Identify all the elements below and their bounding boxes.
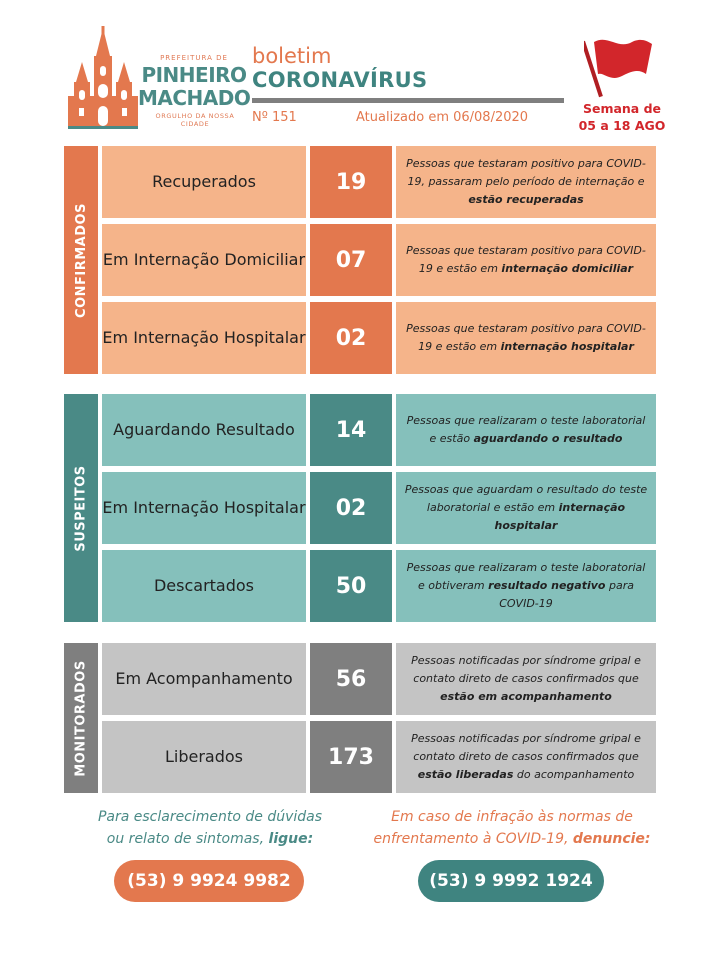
logo-city-line1: PINHEIRO (141, 63, 247, 87)
header-divider (252, 98, 564, 103)
report-phone-button[interactable]: (53) 9 9992 1924 (418, 860, 604, 902)
section-confirmados (64, 146, 658, 374)
row-value: 50 (310, 550, 392, 622)
row-value: 02 (310, 302, 392, 374)
row-description: Pessoas que testaram positivo para COVID-19, passaram pelo período de internação e estão recuperadas (396, 146, 656, 218)
red-flag-icon (584, 34, 656, 98)
week-range (566, 100, 678, 134)
logo-city-line2: MACHADO (138, 86, 251, 110)
week-line1: Semana de (582, 101, 662, 116)
row-label: Descartados (102, 550, 306, 622)
footer-help-line1: Para esclarecimento de dúvidas (97, 809, 323, 825)
row-description: Pessoas notificadas por síndrome gripal e contato direto de casos confirmados que estão liberadas do acompanhamento (396, 721, 656, 793)
row-description: Pessoas que realizaram o teste laboratorial e estão aguardando o resultado (396, 394, 656, 466)
section-label-confirmados: CONFIRMADOS (64, 146, 98, 374)
row-label: Em Acompanhamento (102, 643, 306, 715)
section-label-suspeitos: SUSPEITOS (64, 394, 98, 622)
row-description: Pessoas que testaram positivo para COVID-19 e estão em internação domiciliar (396, 224, 656, 296)
city-logo (68, 26, 251, 130)
row-label: Em Internação Domiciliar (102, 224, 306, 296)
logo-motto: ORGULHO DA NOSSA CIDADE (155, 112, 235, 128)
row-label: Liberados (102, 721, 306, 793)
footer-help-line2: ou relato de sintomas, ligue: (106, 831, 314, 847)
row-label: Aguardando Resultado (102, 394, 306, 466)
section-label-monitorados: MONITORADOS (64, 643, 98, 793)
week-line2: 05 a 18 AGO (578, 118, 666, 133)
section-monitorados (64, 643, 658, 793)
footer-report-text (362, 806, 662, 850)
help-phone-button[interactable]: (53) 9 9924 9982 (114, 860, 304, 902)
footer-report-line1: Em caso de infração às normas de (391, 809, 633, 825)
row-description: Pessoas notificadas por síndrome gripal e contato direto de casos confirmados que estão em acompanhamento (396, 643, 656, 715)
updated-date: Atualizado em 06/08/2020 (356, 110, 529, 125)
footer-help-text (60, 806, 360, 850)
bulletin-number: Nº 151 (252, 110, 297, 125)
row-value: 173 (310, 721, 392, 793)
row-description: Pessoas que testaram positivo para COVID-19 e estão em internação hospitalar (396, 302, 656, 374)
row-description: Pessoas que aguardam o resultado do teste laboratorial e estão em internação hospitalar (396, 472, 656, 544)
row-value: 19 (310, 146, 392, 218)
church-icon (68, 26, 138, 130)
title-coronavirus: CORONAVÍRUS (252, 68, 428, 92)
logo-prefix: PREFEITURA DE (160, 54, 228, 62)
row-description: Pessoas que realizaram o teste laboratorial e obtiveram resultado negativo para COVID-19 (396, 550, 656, 622)
footer-report-line2: enfrentamento à COVID-19, denuncie: (373, 831, 651, 847)
row-value: 56 (310, 643, 392, 715)
title-boletim: boletim (252, 44, 332, 68)
row-value: 14 (310, 394, 392, 466)
row-label: Recuperados (102, 146, 306, 218)
section-suspeitos (64, 394, 658, 622)
row-label: Em Internação Hospitalar (102, 302, 306, 374)
row-label: Em Internação Hospitalar (102, 472, 306, 544)
row-value: 02 (310, 472, 392, 544)
row-value: 07 (310, 224, 392, 296)
